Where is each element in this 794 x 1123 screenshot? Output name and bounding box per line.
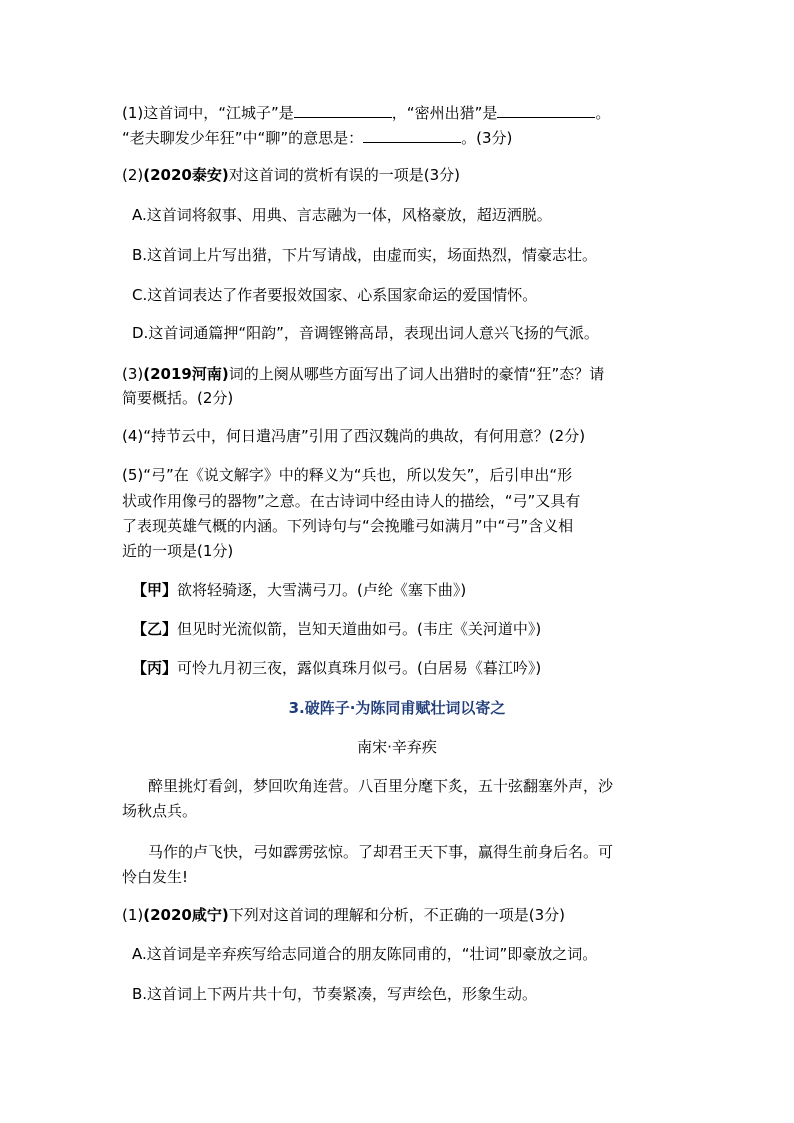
- source-tag: (2020泰安): [143, 166, 229, 184]
- question-5-line-4: 近的一项是(1分): [122, 542, 234, 560]
- poem-title: 3.破阵子·为陈同甫赋壮词以寄之: [288, 699, 506, 717]
- question-1-line-2: [122, 127, 512, 148]
- question-text: 下列对这首词的理解和分析，不正确的一项是(3分): [228, 906, 565, 924]
- question-3-line-2: 简要概括。(2分): [122, 389, 234, 407]
- choice-yi: [132, 619, 541, 639]
- choice-label: 【丙】: [132, 659, 178, 677]
- question-5-line-1: (5)“弓”在《说文解字》中的释义为“兵也，所以发矢”，后引申出“形: [122, 466, 573, 484]
- question-text: 词的上阕从哪些方面写出了词人出猎时的豪情“狂”态？请: [228, 365, 605, 383]
- choice-label: 【甲】: [132, 581, 178, 599]
- question-5-line-3: 了表现英雄气概的内涵。下列诗句与“会挽雕弓如满月”中“弓”含义相: [122, 517, 574, 535]
- option-b: B.这首词上片写出猎，下片写请战，由虚而实，场面热烈，情豪志壮。: [132, 246, 598, 264]
- source-tag: (2020咸宁): [143, 906, 229, 924]
- choice-text: 欲将轻骑逐，大雪满弓刀。(卢纶《塞下曲》): [177, 581, 467, 599]
- question-text: ，“密州出猎”是: [391, 104, 498, 122]
- poem-line: 醉里挑灯看剑，梦回吹角连营。八百里分麾下炙，五十弦翻塞外声，沙: [148, 777, 614, 795]
- choice-jia: [132, 580, 466, 600]
- answer-blank[interactable]: [294, 102, 392, 118]
- option-c: C.这首词表达了作者要报效国家、心系国家命运的爱国情怀。: [132, 286, 538, 304]
- choice-text: 但见时光流似箭，岂知天道曲如弓。(韦庄《关河道中》): [177, 620, 542, 638]
- choice-label: 【乙】: [132, 620, 178, 638]
- choice-text: 可怜九月初三夜，露似真珠月似弓。(白居易《暮江吟》): [177, 659, 542, 677]
- question-text: “老夫聊发少年狂”中“聊”的意思是：: [122, 129, 364, 147]
- question-text: 。(3分): [461, 129, 513, 147]
- question-5-line-2: 状或作用像弓的器物”之意。在古诗词中经由诗人的描绘，“弓”又具有: [122, 492, 581, 510]
- question-4: (4)“持节云中，何日遣冯唐”引用了西汉魏尚的典故，有何用意？(2分): [122, 427, 586, 445]
- question-text: 。: [595, 104, 611, 122]
- question-number: (3): [122, 365, 144, 383]
- poem-line: 马作的卢飞快，弓如霹雳弦惊。了却君王天下事，赢得生前身后名。可: [148, 843, 614, 861]
- option-b: B.这首词上下两片共十句，节奏紧凑，写声绘色，形象生动。: [132, 985, 538, 1003]
- question-3-1: [122, 905, 565, 925]
- option-a: A.这首词是辛弃疾写给志同道合的朋友陈同甫的，“壮词”即豪放之词。: [132, 945, 598, 963]
- question-number: (1): [122, 906, 144, 924]
- question-2: [122, 165, 460, 185]
- question-3-line-1: [122, 364, 604, 384]
- source-tag: (2019河南): [143, 365, 229, 383]
- choice-bing: [132, 658, 541, 678]
- poem-author: 南宋·辛弃疾: [357, 738, 437, 756]
- answer-blank[interactable]: [497, 102, 595, 118]
- answer-blank[interactable]: [363, 127, 461, 143]
- poem-line: 怜白发生!: [122, 868, 189, 886]
- question-number: (2): [122, 166, 144, 184]
- option-a: A.这首词将叙事、用典、言志融为一体，风格豪放，超迈洒脱。: [132, 206, 552, 224]
- question-1-line-1: [122, 102, 610, 123]
- question-text: (1)这首词中，“江城子”是: [122, 104, 294, 122]
- poem-line: 场秋点兵。: [122, 802, 198, 820]
- option-d: D.这首词通篇押“阳韵”，音调铿锵高昂，表现出词人意兴飞扬的气派。: [132, 324, 599, 342]
- question-text: 对这首词的赏析有误的一项是(3分): [228, 166, 460, 184]
